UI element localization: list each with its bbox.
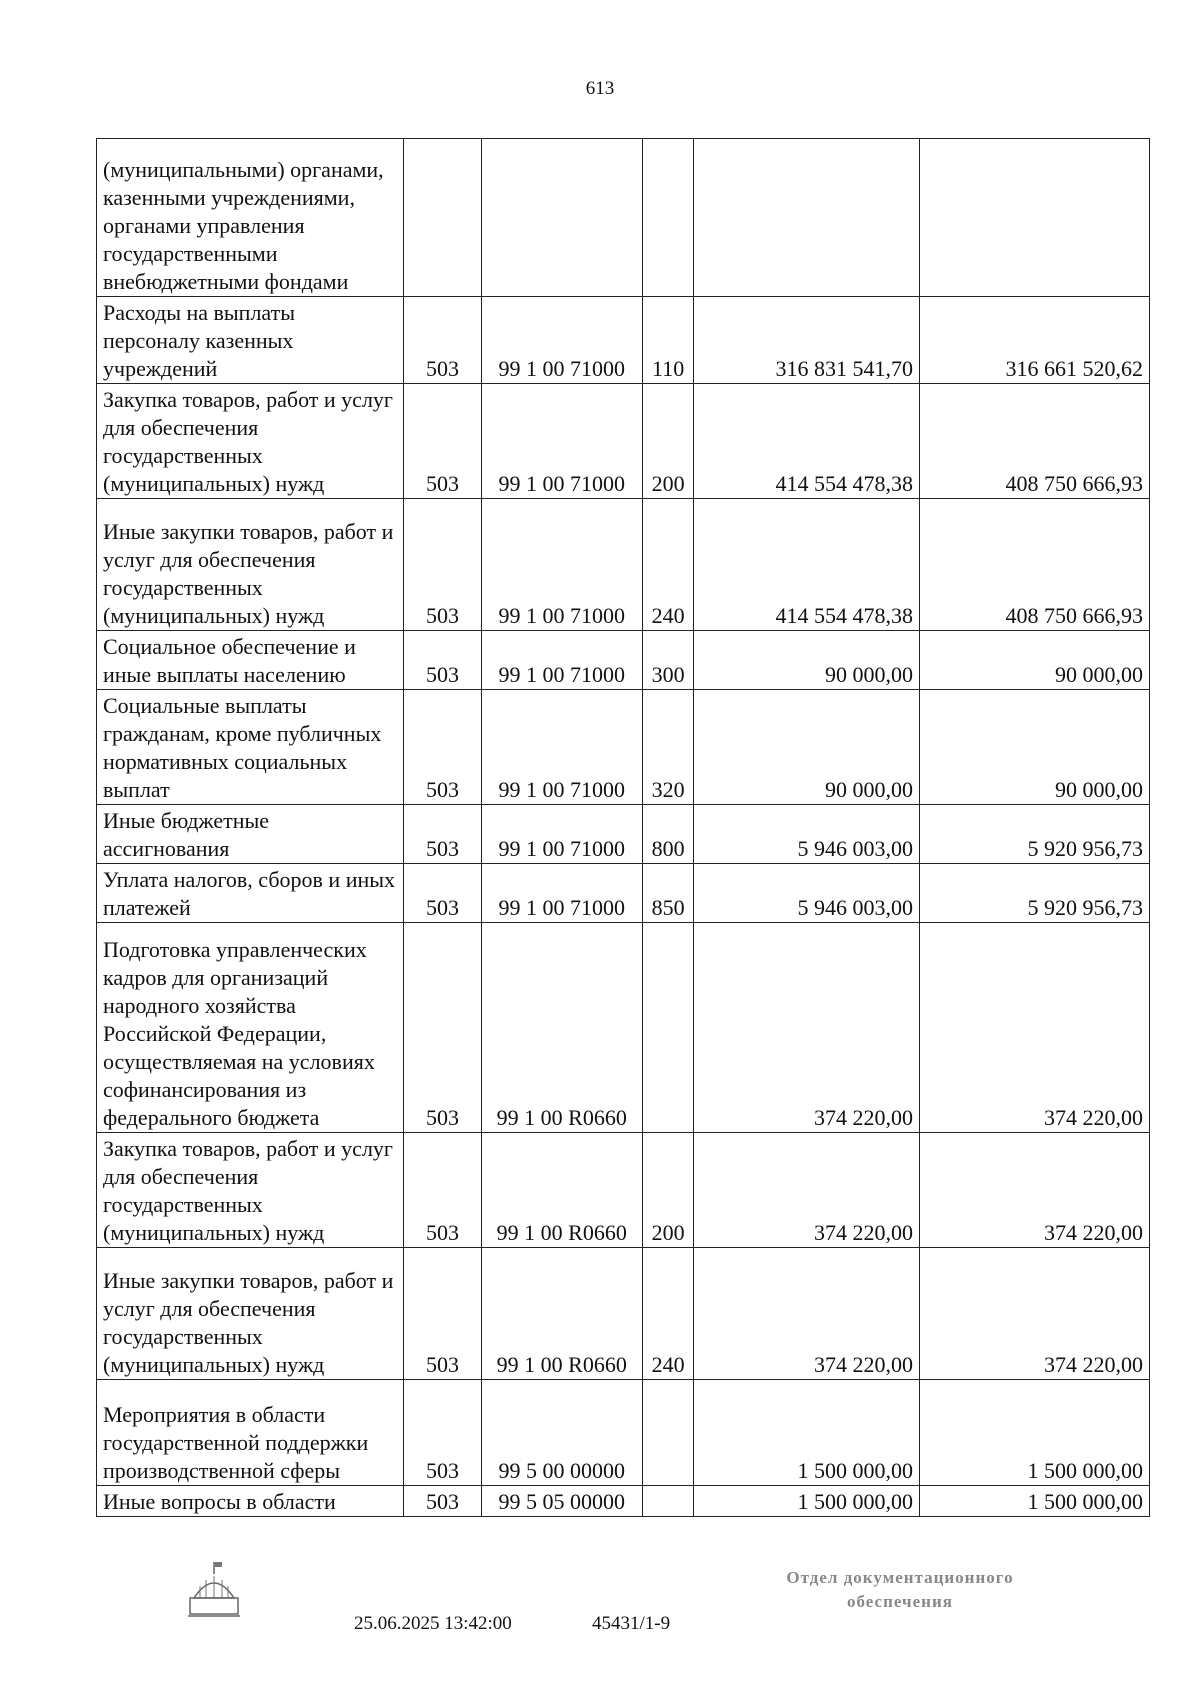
row-target: 99 1 00 71000 — [481, 384, 642, 499]
row-type — [642, 139, 694, 297]
row-type: 240 — [642, 1248, 694, 1380]
department-stamp — [740, 1566, 1060, 1614]
row-name: Иные закупки товаров, работ и услуг для обеспечения государственных (муниципальных) нужд — [97, 1248, 404, 1380]
row-section: 503 — [404, 923, 481, 1133]
row-amount-2: 374 220,00 — [920, 1248, 1150, 1380]
row-amount-2: 374 220,00 — [920, 923, 1150, 1133]
row-target: 99 1 00 R0660 — [481, 1248, 642, 1380]
row-type: 200 — [642, 1133, 694, 1248]
row-amount-2: 90 000,00 — [920, 631, 1150, 690]
row-name: Иные вопросы в области — [97, 1486, 404, 1517]
table-row — [97, 805, 1150, 864]
row-name: Иные бюджетные ассигнования — [97, 805, 404, 864]
table-row — [97, 139, 1150, 297]
row-amount-2: 5 920 956,73 — [920, 805, 1150, 864]
row-target: 99 1 00 R0660 — [481, 923, 642, 1133]
row-name: Подготовка управленческих кадров для организаций народного хозяйства Российской Федерации, осуществляемая на условиях софинансирования из федерального бюджета — [97, 923, 404, 1133]
footer-reference: 45431/1-9 — [592, 1613, 671, 1634]
row-amount-1: 1 500 000,00 — [694, 1380, 920, 1486]
row-target: 99 1 00 71000 — [481, 297, 642, 384]
row-name: Мероприятия в области государственной поддержки производственной сферы — [97, 1380, 404, 1486]
row-type: 240 — [642, 499, 694, 631]
table-row — [97, 1486, 1150, 1517]
row-type: 850 — [642, 864, 694, 923]
row-section: 503 — [404, 864, 481, 923]
row-target: 99 1 00 71000 — [481, 499, 642, 631]
row-type: 320 — [642, 690, 694, 805]
row-name: Социальные выплаты гражданам, кроме публичных нормативных социальных выплат — [97, 690, 404, 805]
row-amount-2: 408 750 666,93 — [920, 499, 1150, 631]
row-amount-2: 374 220,00 — [920, 1133, 1150, 1248]
row-target: 99 1 00 71000 — [481, 805, 642, 864]
table-row — [97, 631, 1150, 690]
row-name: Расходы на выплаты персоналу казенных учреждений — [97, 297, 404, 384]
row-amount-2: 90 000,00 — [920, 690, 1150, 805]
row-amount-2: 408 750 666,93 — [920, 384, 1150, 499]
table-row — [97, 690, 1150, 805]
row-amount-2: 5 920 956,73 — [920, 864, 1150, 923]
stamp-line-1: Отдел документационного — [786, 1568, 1014, 1587]
table-row — [97, 1380, 1150, 1486]
row-section: 503 — [404, 1133, 481, 1248]
row-type — [642, 923, 694, 1133]
footer-datetime: 25.06.2025 13:42:00 — [354, 1613, 512, 1634]
row-name: Закупка товаров, работ и услуг для обеспечения государственных (муниципальных) нужд — [97, 1133, 404, 1248]
row-type: 800 — [642, 805, 694, 864]
row-amount-1: 374 220,00 — [694, 1248, 920, 1380]
budget-table — [96, 138, 1150, 1517]
row-amount-1: 374 220,00 — [694, 1133, 920, 1248]
budget-table-body — [97, 139, 1150, 1517]
row-name: Социальное обеспечение и иные выплаты населению — [97, 631, 404, 690]
row-name: Иные закупки товаров, работ и услуг для обеспечения государственных (муниципальных) нужд — [97, 499, 404, 631]
row-section — [404, 139, 481, 297]
row-amount-2: 1 500 000,00 — [920, 1380, 1150, 1486]
stamp-line-2: обеспечения — [847, 1592, 953, 1611]
row-type — [642, 1486, 694, 1517]
table-row — [97, 297, 1150, 384]
row-target: 99 5 00 00000 — [481, 1380, 642, 1486]
row-name: (муниципальными) органами, казенными учреждениями, органами управления государственными внебюджетными фондами — [97, 139, 404, 297]
row-name: Уплата налогов, сборов и иных платежей — [97, 864, 404, 923]
table-row — [97, 1248, 1150, 1380]
row-amount-1: 316 831 541,70 — [694, 297, 920, 384]
row-amount-1: 414 554 478,38 — [694, 499, 920, 631]
row-section: 503 — [404, 499, 481, 631]
row-section: 503 — [404, 1248, 481, 1380]
row-target: 99 1 00 71000 — [481, 690, 642, 805]
row-amount-2 — [920, 139, 1150, 297]
row-target: 99 1 00 71000 — [481, 864, 642, 923]
row-section: 503 — [404, 631, 481, 690]
row-target — [481, 139, 642, 297]
row-amount-1: 1 500 000,00 — [694, 1486, 920, 1517]
duma-emblem-icon — [186, 1560, 242, 1626]
duma-logo — [186, 1560, 242, 1626]
row-amount-1: 414 554 478,38 — [694, 384, 920, 499]
row-amount-1: 5 946 003,00 — [694, 864, 920, 923]
row-section: 503 — [404, 384, 481, 499]
row-amount-2: 316 661 520,62 — [920, 297, 1150, 384]
row-section: 503 — [404, 297, 481, 384]
row-amount-1: 5 946 003,00 — [694, 805, 920, 864]
row-target: 99 1 00 71000 — [481, 631, 642, 690]
table-row — [97, 384, 1150, 499]
row-type — [642, 1380, 694, 1486]
row-type: 300 — [642, 631, 694, 690]
row-amount-1: 90 000,00 — [694, 631, 920, 690]
row-amount-1: 374 220,00 — [694, 923, 920, 1133]
row-section: 503 — [404, 805, 481, 864]
row-name: Закупка товаров, работ и услуг для обеспечения государственных (муниципальных) нужд — [97, 384, 404, 499]
page-number: 613 — [585, 78, 615, 99]
table-row — [97, 923, 1150, 1133]
row-amount-1 — [694, 139, 920, 297]
row-section: 503 — [404, 1380, 481, 1486]
row-target: 99 5 05 00000 — [481, 1486, 642, 1517]
row-type: 200 — [642, 384, 694, 499]
row-amount-2: 1 500 000,00 — [920, 1486, 1150, 1517]
row-type: 110 — [642, 297, 694, 384]
row-amount-1: 90 000,00 — [694, 690, 920, 805]
table-row — [97, 864, 1150, 923]
table-row — [97, 1133, 1150, 1248]
row-section: 503 — [404, 1486, 481, 1517]
row-target: 99 1 00 R0660 — [481, 1133, 642, 1248]
row-section: 503 — [404, 690, 481, 805]
table-row — [97, 499, 1150, 631]
